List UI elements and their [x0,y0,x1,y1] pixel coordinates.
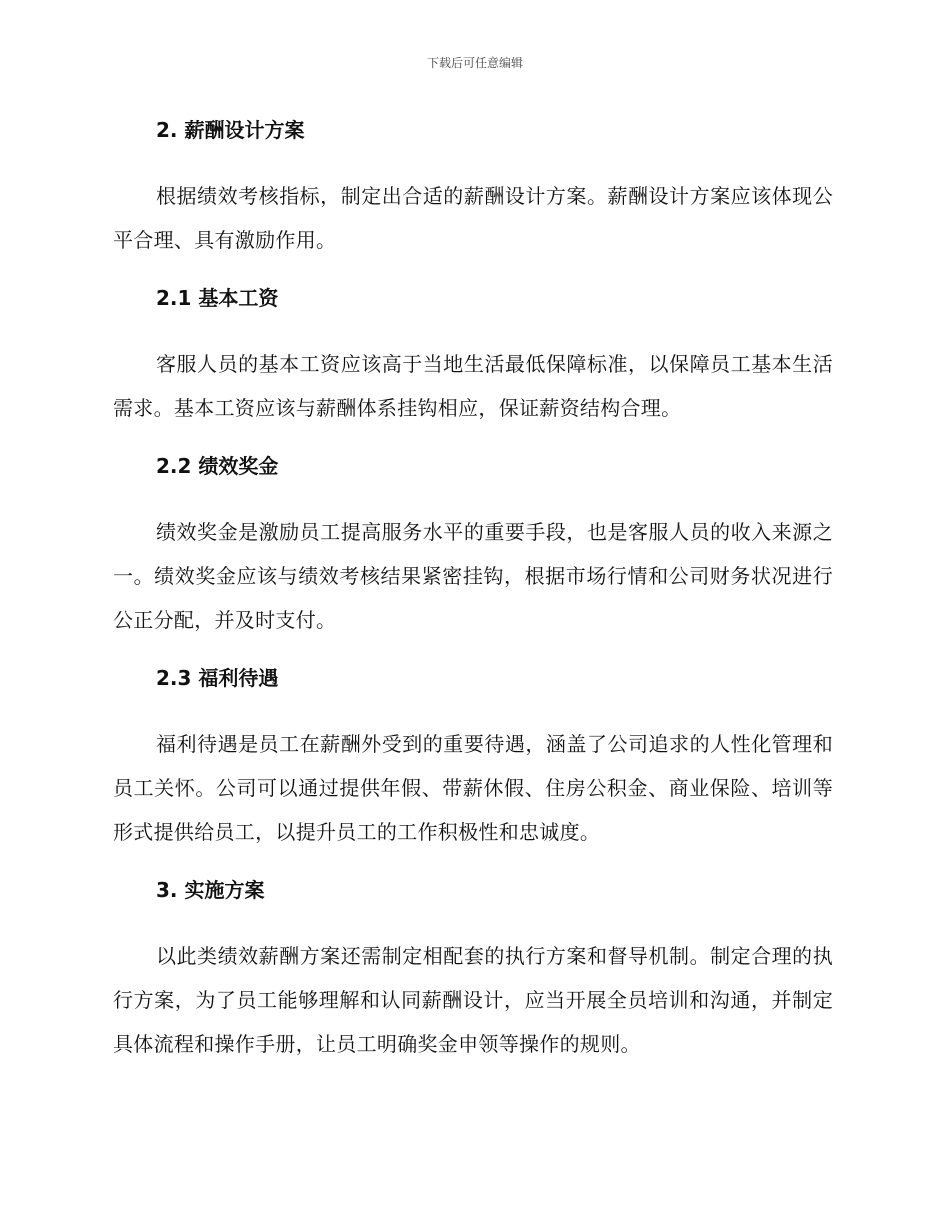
section-basic-salary [113,276,833,430]
section-implementation [113,868,833,1066]
header-note: 下载后可任意编辑 [426,56,523,70]
document-body [113,108,833,1080]
section-performance-bonus [113,444,833,642]
section-paragraph: 客服人员的基本工资应该高于当地生活最低保障标准，以保障员工基本生活需求。基本工资应该与薪酬体系挂钩相应，保证薪资结构合理。 [113,352,833,420]
section-heading: 2. 薪酬设计方案 [156,118,305,142]
section-heading: 2.2 绩效奖金 [156,454,279,478]
section-heading: 2.1 基本工资 [156,286,279,310]
section-welfare [113,656,833,854]
section-paragraph: 福利待遇是员工在薪酬外受到的重要待遇，涵盖了公司追求的人性化管理和员工关怀。公司可以通过提供年假、带薪休假、住房公积金、商业保险、培训等形式提供给员工，以提升员工的工作积极性和忠诚度。 [113,732,833,844]
section-paragraph: 以此类绩效薪酬方案还需制定相配套的执行方案和督导机制。制定合理的执行方案，为了员工能够理解和认同薪酬设计，应当开展全员培训和沟通，并制定具体流程和操作手册，让员工明确奖金申领等操作的规则。 [113,944,833,1056]
section-paragraph: 绩效奖金是激励员工提高服务水平的重要手段，也是客服人员的收入来源之一。绩效奖金应该与绩效考核结果紧密挂钩，根据市场行情和公司财务状况进行公正分配，并及时支付。 [113,520,833,632]
section-heading: 3. 实施方案 [156,878,265,902]
section-paragraph: 根据绩效考核指标，制定出合适的薪酬设计方案。薪酬设计方案应该体现公平合理、具有激励作用。 [113,184,833,252]
section-salary-design [113,108,833,262]
section-heading: 2.3 福利待遇 [156,666,279,690]
